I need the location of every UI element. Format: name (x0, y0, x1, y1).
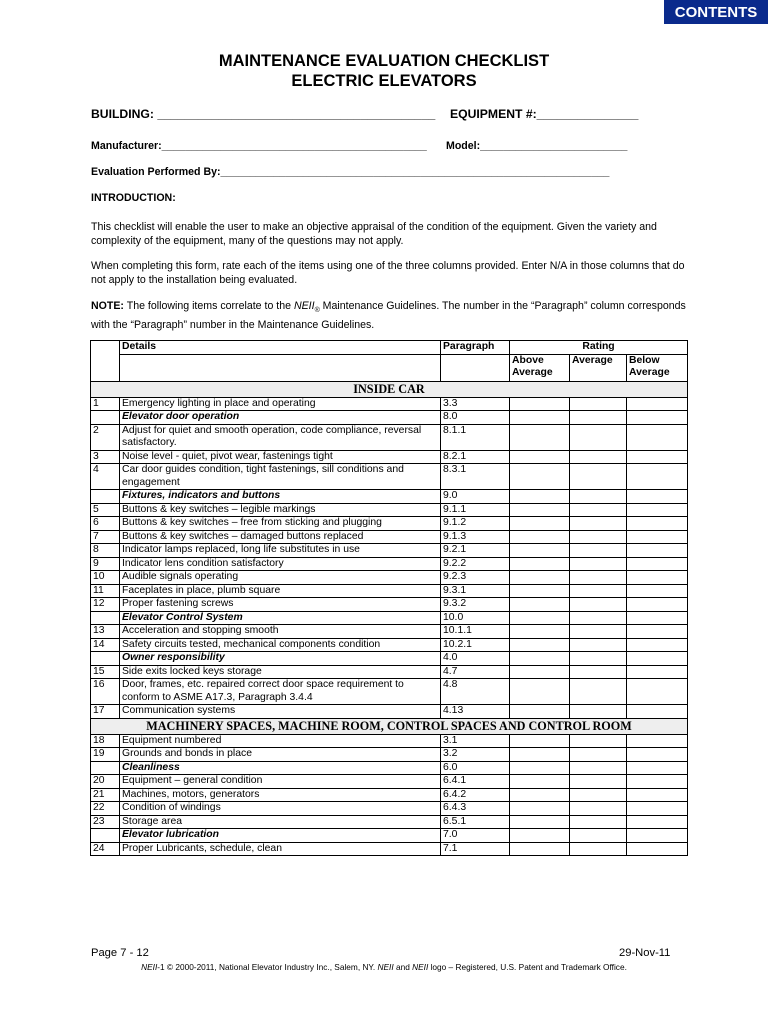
rating-above-average-cell[interactable] (510, 761, 570, 775)
row-paragraph: 10.2.1 (441, 638, 510, 652)
rating-above-average-cell[interactable] (510, 503, 570, 517)
rating-average-cell[interactable] (570, 557, 627, 571)
row-paragraph: 8.3.1 (441, 464, 510, 490)
row-number: 18 (91, 734, 120, 748)
table-subheader-row (91, 354, 688, 381)
row-detail: Owner responsibility (120, 652, 441, 666)
section-header-row (91, 381, 688, 397)
rating-average-cell[interactable] (570, 397, 627, 411)
table-row (91, 397, 688, 411)
table-row (91, 557, 688, 571)
row-paragraph: 4.8 (441, 679, 510, 705)
row-paragraph: 9.2.2 (441, 557, 510, 571)
row-paragraph: 7.0 (441, 829, 510, 843)
rating-below-average-cell[interactable] (627, 490, 688, 504)
row-paragraph: 6.0 (441, 761, 510, 775)
rating-average-cell[interactable] (570, 503, 627, 517)
row-paragraph: 3.3 (441, 397, 510, 411)
rating-above-average-cell[interactable] (510, 411, 570, 425)
row-number: 7 (91, 530, 120, 544)
rating-below-average-cell[interactable] (627, 842, 688, 856)
rating-above-average-cell[interactable] (510, 734, 570, 748)
table-row (91, 705, 688, 719)
equipment-field[interactable]: EQUIPMENT #:_______________ (450, 107, 639, 121)
rating-above-average-cell[interactable] (510, 598, 570, 612)
table-row (91, 734, 688, 748)
rating-above-average-cell[interactable] (510, 517, 570, 531)
table-row (91, 598, 688, 612)
rating-above-average-cell[interactable] (510, 802, 570, 816)
rating-below-average-cell[interactable] (627, 748, 688, 762)
rating-above-average-cell[interactable] (510, 815, 570, 829)
rating-below-average-cell[interactable] (627, 571, 688, 585)
row-paragraph: 10.1.1 (441, 625, 510, 639)
header-rating: Rating (510, 341, 688, 355)
row-number (91, 761, 120, 775)
row-detail: Adjust for quiet and smooth operation, code compliance, reversal satisfactory. (120, 424, 441, 450)
category-row (91, 490, 688, 504)
row-paragraph: 8.1.1 (441, 424, 510, 450)
rating-above-average-cell[interactable] (510, 571, 570, 585)
rating-above-average-cell[interactable] (510, 544, 570, 558)
rating-below-average-cell[interactable] (627, 530, 688, 544)
rating-below-average-cell[interactable] (627, 665, 688, 679)
row-paragraph: 9.3.2 (441, 598, 510, 612)
rating-above-average-cell[interactable] (510, 665, 570, 679)
rating-average-cell[interactable] (570, 842, 627, 856)
rating-above-average-cell[interactable] (510, 530, 570, 544)
row-detail: Elevator Control System (120, 611, 441, 625)
row-paragraph: 3.2 (441, 748, 510, 762)
rating-average-cell[interactable] (570, 665, 627, 679)
rating-average-cell[interactable] (570, 829, 627, 843)
intro-paragraph-2: When completing this form, rate each of the items using one of the three columns provided. Enter N/A in those columns that do not apply to the installation being evaluated. (91, 260, 685, 286)
rating-above-average-cell[interactable] (510, 788, 570, 802)
table-row (91, 625, 688, 639)
row-number: 3 (91, 450, 120, 464)
table-row (91, 775, 688, 789)
table-row (91, 665, 688, 679)
contents-button[interactable]: CONTENTS (664, 0, 768, 24)
row-number: 16 (91, 679, 120, 705)
table-row (91, 571, 688, 585)
category-row (91, 652, 688, 666)
row-paragraph: 6.5.1 (441, 815, 510, 829)
row-paragraph: 6.4.1 (441, 775, 510, 789)
rating-above-average-cell[interactable] (510, 424, 570, 450)
category-row (91, 829, 688, 843)
rating-average-cell[interactable] (570, 788, 627, 802)
row-number: 4 (91, 464, 120, 490)
row-detail: Machines, motors, generators (120, 788, 441, 802)
rating-below-average-cell[interactable] (627, 544, 688, 558)
copyright-tail: logo – Registered, U.S. Patent and Trademark Office. (428, 962, 627, 972)
row-paragraph: 6.4.3 (441, 802, 510, 816)
row-number: 14 (91, 638, 120, 652)
rating-average-cell[interactable] (570, 652, 627, 666)
row-number: 6 (91, 517, 120, 531)
row-number: 10 (91, 571, 120, 585)
table-row (91, 584, 688, 598)
row-paragraph: 9.1.1 (441, 503, 510, 517)
row-number: 22 (91, 802, 120, 816)
rating-average-cell[interactable] (570, 490, 627, 504)
rating-average-cell[interactable] (570, 424, 627, 450)
rating-above-average-cell[interactable] (510, 490, 570, 504)
row-detail: Buttons & key switches – legible markings (120, 503, 441, 517)
rating-average-cell[interactable] (570, 638, 627, 652)
row-detail: Audible signals operating (120, 571, 441, 585)
table-row (91, 679, 688, 705)
table-row (91, 450, 688, 464)
table-row (91, 530, 688, 544)
row-detail: Elevator door operation (120, 411, 441, 425)
row-paragraph: 4.13 (441, 705, 510, 719)
row-paragraph: 9.1.2 (441, 517, 510, 531)
table-row (91, 638, 688, 652)
header-paragraph: Paragraph (441, 341, 510, 355)
row-detail: Safety circuits tested, mechanical components condition (120, 638, 441, 652)
row-paragraph: 10.0 (441, 611, 510, 625)
row-number: 5 (91, 503, 120, 517)
note-text-before: The following items correlate to the (123, 300, 294, 312)
rating-below-average-cell[interactable] (627, 638, 688, 652)
rating-average-cell[interactable] (570, 450, 627, 464)
rating-average-cell[interactable] (570, 625, 627, 639)
page-number: Page 7 - 12 (91, 947, 149, 959)
rating-below-average-cell[interactable] (627, 424, 688, 450)
section-header-row (91, 718, 688, 734)
row-detail: Proper Lubricants, schedule, clean (120, 842, 441, 856)
rating-below-average-cell[interactable] (627, 464, 688, 490)
rating-above-average-cell[interactable] (510, 557, 570, 571)
rating-below-average-cell[interactable] (627, 557, 688, 571)
row-detail: Noise level - quiet, pivot wear, fastenings tight (120, 450, 441, 464)
header-number-cell (91, 341, 120, 382)
row-detail: Communication systems (120, 705, 441, 719)
performed-by-field[interactable]: Evaluation Performed By:__________________________________________________________________ (91, 166, 610, 178)
subheader-details-empty (120, 354, 441, 381)
copyright-neii-3: NEII (412, 962, 429, 972)
manufacturer-field[interactable]: Manufacturer:_____________________________________________ (91, 140, 427, 152)
header-above-average: Above Average (510, 354, 570, 381)
table-row (91, 748, 688, 762)
row-number: 23 (91, 815, 120, 829)
row-number: 1 (91, 397, 120, 411)
rating-average-cell[interactable] (570, 705, 627, 719)
rating-below-average-cell[interactable] (627, 450, 688, 464)
row-paragraph: 8.2.1 (441, 450, 510, 464)
row-paragraph: 6.4.2 (441, 788, 510, 802)
row-detail: Equipment numbered (120, 734, 441, 748)
row-detail: Equipment – general condition (120, 775, 441, 789)
rating-average-cell[interactable] (570, 734, 627, 748)
document-subtitle: ELECTRIC ELEVATORS (291, 72, 477, 90)
rating-above-average-cell[interactable] (510, 638, 570, 652)
rating-average-cell[interactable] (570, 748, 627, 762)
rating-below-average-cell[interactable] (627, 761, 688, 775)
rating-above-average-cell[interactable] (510, 464, 570, 490)
row-paragraph: 3.1 (441, 734, 510, 748)
table-row (91, 802, 688, 816)
rating-below-average-cell[interactable] (627, 705, 688, 719)
rating-below-average-cell[interactable] (627, 411, 688, 425)
rating-average-cell[interactable] (570, 679, 627, 705)
category-row (91, 411, 688, 425)
table-row (91, 503, 688, 517)
row-number: 24 (91, 842, 120, 856)
rating-below-average-cell[interactable] (627, 584, 688, 598)
rating-below-average-cell[interactable] (627, 679, 688, 705)
header-average: Average (570, 354, 627, 381)
rating-average-cell[interactable] (570, 802, 627, 816)
row-number: 8 (91, 544, 120, 558)
rating-below-average-cell[interactable] (627, 788, 688, 802)
rating-average-cell[interactable] (570, 611, 627, 625)
rating-below-average-cell[interactable] (627, 802, 688, 816)
checklist-table (90, 340, 688, 856)
note-neii: NEII (293, 300, 315, 312)
section-title: INSIDE CAR (91, 381, 688, 397)
table-row (91, 424, 688, 450)
rating-below-average-cell[interactable] (627, 503, 688, 517)
rating-average-cell[interactable] (570, 775, 627, 789)
rating-below-average-cell[interactable] (627, 652, 688, 666)
row-number: 20 (91, 775, 120, 789)
row-number (91, 611, 120, 625)
row-number: 19 (91, 748, 120, 762)
row-paragraph: 9.2.1 (441, 544, 510, 558)
row-detail: Cleanliness (120, 761, 441, 775)
section-title: MACHINERY SPACES, MACHINE ROOM, CONTROL SPACES AND CONTROL ROOM (91, 718, 688, 734)
row-paragraph: 7.1 (441, 842, 510, 856)
rating-below-average-cell[interactable] (627, 829, 688, 843)
footer-date: 29-Nov-11 (619, 947, 671, 959)
row-detail: Door, frames, etc. repaired correct door space requirement to conform to ASME A17.3, Paragraph 3.4.4 (120, 679, 441, 705)
row-number (91, 411, 120, 425)
note-reg: ® (314, 307, 320, 315)
row-detail: Acceleration and stopping smooth (120, 625, 441, 639)
row-number: 2 (91, 424, 120, 450)
table-row (91, 842, 688, 856)
table-row (91, 464, 688, 490)
rating-average-cell[interactable] (570, 517, 627, 531)
row-number (91, 829, 120, 843)
row-detail: Proper fastening screws (120, 598, 441, 612)
row-number: 12 (91, 598, 120, 612)
rating-above-average-cell[interactable] (510, 611, 570, 625)
rating-below-average-cell[interactable] (627, 815, 688, 829)
row-detail: Emergency lighting in place and operating (120, 397, 441, 411)
copyright-and: and (393, 962, 413, 972)
rating-below-average-cell[interactable] (627, 625, 688, 639)
row-detail: Buttons & key switches – damaged buttons replaced (120, 530, 441, 544)
rating-above-average-cell[interactable] (510, 397, 570, 411)
row-number: 17 (91, 705, 120, 719)
row-paragraph: 9.3.1 (441, 584, 510, 598)
row-detail: Elevator lubrication (120, 829, 441, 843)
intro-paragraph-1: This checklist will enable the user to make an objective appraisal of the condition of the equipment. Given the variety and complexity of the equipment, many of the questions may not apply. (91, 221, 657, 247)
rating-below-average-cell[interactable] (627, 598, 688, 612)
rating-above-average-cell[interactable] (510, 679, 570, 705)
rating-average-cell[interactable] (570, 584, 627, 598)
header-below-average: Below Average (627, 354, 688, 381)
row-detail: Car door guides condition, tight fastenings, sill conditions and engagement (120, 464, 441, 490)
rating-average-cell[interactable] (570, 530, 627, 544)
rating-average-cell[interactable] (570, 761, 627, 775)
rating-below-average-cell[interactable] (627, 611, 688, 625)
note-label: NOTE: (91, 300, 124, 312)
row-detail: Indicator lamps replaced, long life substitutes in use (120, 544, 441, 558)
header-details: Details (120, 341, 441, 355)
rating-above-average-cell[interactable] (510, 748, 570, 762)
rating-average-cell[interactable] (570, 464, 627, 490)
row-detail: Indicator lens condition satisfactory (120, 557, 441, 571)
row-number: 9 (91, 557, 120, 571)
row-paragraph: 8.0 (441, 411, 510, 425)
table-header-row (91, 341, 688, 355)
row-detail: Fixtures, indicators and buttons (120, 490, 441, 504)
copyright-neii: NEII (141, 962, 158, 972)
rating-average-cell[interactable] (570, 815, 627, 829)
row-paragraph: 9.1.3 (441, 530, 510, 544)
row-number: 21 (91, 788, 120, 802)
row-detail: Side exits locked keys storage (120, 665, 441, 679)
rating-below-average-cell[interactable] (627, 517, 688, 531)
category-row (91, 611, 688, 625)
introduction-heading: INTRODUCTION: (91, 192, 176, 204)
rating-average-cell[interactable] (570, 411, 627, 425)
row-number: 11 (91, 584, 120, 598)
row-paragraph: 4.7 (441, 665, 510, 679)
row-detail: Faceplates in place, plumb square (120, 584, 441, 598)
rating-average-cell[interactable] (570, 598, 627, 612)
row-number (91, 652, 120, 666)
building-field[interactable]: BUILDING: _________________________________________ (91, 107, 436, 121)
category-row (91, 761, 688, 775)
table-row (91, 517, 688, 531)
rating-above-average-cell[interactable] (510, 584, 570, 598)
table-row (91, 788, 688, 802)
row-paragraph: 9.0 (441, 490, 510, 504)
rating-above-average-cell[interactable] (510, 775, 570, 789)
rating-above-average-cell[interactable] (510, 705, 570, 719)
document-title: MAINTENANCE EVALUATION CHECKLIST (218, 52, 550, 70)
rating-above-average-cell[interactable] (510, 842, 570, 856)
row-number (91, 490, 120, 504)
rating-above-average-cell[interactable] (510, 625, 570, 639)
copyright-neii-2: NEII (377, 962, 394, 972)
row-number: 15 (91, 665, 120, 679)
model-field[interactable]: Model:_________________________ (446, 140, 628, 152)
rating-above-average-cell[interactable] (510, 652, 570, 666)
rating-average-cell[interactable] (570, 571, 627, 585)
copyright-notice (0, 962, 768, 972)
subheader-paragraph-empty (441, 354, 510, 381)
copyright-text: -1 © 2000-2011, National Elevator Industry Inc., Salem, NY. (157, 962, 378, 972)
table-row (91, 544, 688, 558)
row-number: 13 (91, 625, 120, 639)
row-detail: Grounds and bonds in place (120, 748, 441, 762)
rating-average-cell[interactable] (570, 544, 627, 558)
rating-above-average-cell[interactable] (510, 450, 570, 464)
row-detail: Storage area (120, 815, 441, 829)
rating-below-average-cell[interactable] (627, 397, 688, 411)
rating-above-average-cell[interactable] (510, 829, 570, 843)
table-row (91, 815, 688, 829)
row-detail: Buttons & key switches – free from sticking and plugging (120, 517, 441, 531)
row-detail: Condition of windings (120, 802, 441, 816)
row-paragraph: 4.0 (441, 652, 510, 666)
rating-below-average-cell[interactable] (627, 775, 688, 789)
row-paragraph: 9.2.3 (441, 571, 510, 585)
note-text-after: Maintenance Guidelines. The number in the “Paragraph” column corresponds with the “Paragraph” number in the Maintenance Guidelines. (91, 300, 686, 332)
rating-below-average-cell[interactable] (627, 734, 688, 748)
note-paragraph (91, 299, 691, 332)
